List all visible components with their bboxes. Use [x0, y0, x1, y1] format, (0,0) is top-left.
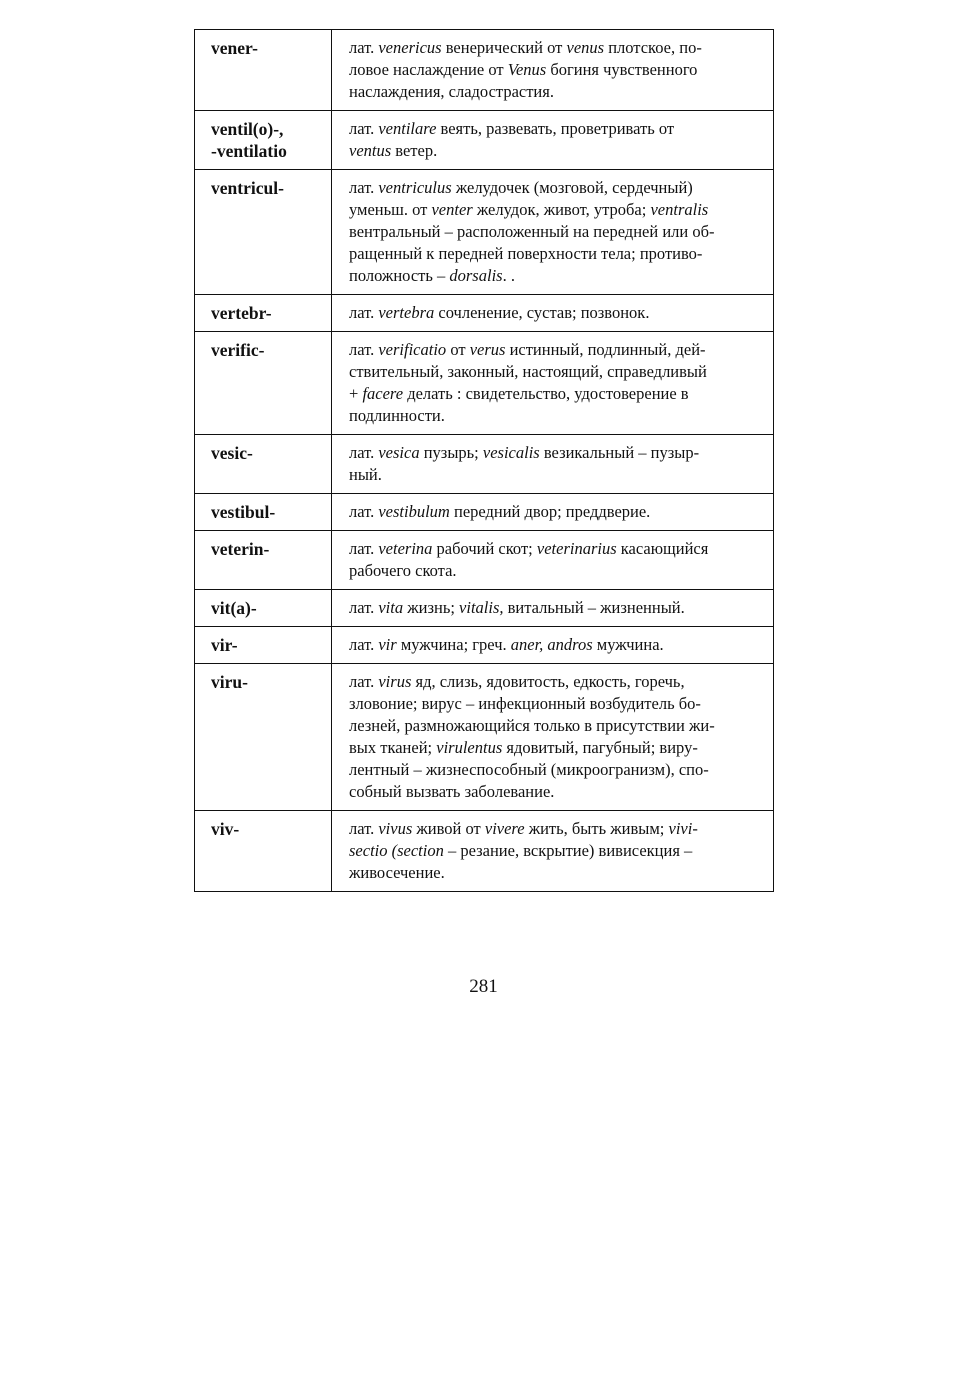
- table-row: [195, 30, 774, 111]
- term-cell: [195, 627, 332, 664]
- definition-text: лат.: [349, 635, 379, 654]
- table-row: [195, 295, 774, 332]
- latin-term: verus: [469, 340, 506, 359]
- definition-text: истинный, подлинный, дей-: [505, 340, 706, 359]
- latin-term: vesicalis: [482, 443, 540, 462]
- definition-text: жизнь;: [403, 598, 460, 617]
- definition-text: ствительный, законный, настоящий, справедливый: [349, 362, 707, 381]
- table-row: [195, 332, 774, 435]
- latin-term: veterinarius: [536, 539, 617, 558]
- latin-term: vestibulum: [378, 502, 450, 521]
- term-text: vit(a)-: [211, 598, 257, 618]
- definition-text: жить, быть живым;: [524, 819, 669, 838]
- latin-term: ventralis: [650, 200, 709, 219]
- latin-term: virus: [378, 672, 412, 691]
- latin-term: vesica: [378, 443, 420, 462]
- definition-text: уменьш. от: [349, 200, 432, 219]
- definition-text: от: [446, 340, 470, 359]
- definition-text: веять, развевать, проветривать от: [436, 119, 675, 138]
- definition-cell: [332, 30, 774, 111]
- definition-text: лентный – жизнеспособный (микроогранизм), спо-: [349, 760, 709, 779]
- term-cell: [195, 435, 332, 494]
- latin-term: dorsalis: [449, 266, 503, 285]
- definition-text: ловое наслаждение от: [349, 60, 508, 79]
- definition-text: +: [349, 384, 363, 403]
- definition-text: зловоние; вирус – инфекционный возбудитель бо-: [349, 694, 701, 713]
- definition-text: лат.: [349, 672, 379, 691]
- definition-text: лат.: [349, 178, 379, 197]
- latin-term: sectio (section: [349, 841, 444, 860]
- term-cell: [195, 494, 332, 531]
- definition-cell: [332, 664, 774, 811]
- definition-cell: [332, 332, 774, 435]
- definition-text: собный вызвать заболевание.: [349, 782, 555, 801]
- term-cell: [195, 590, 332, 627]
- term-cell: [195, 531, 332, 590]
- definition-text: лат.: [349, 340, 379, 359]
- definition-cell: [332, 627, 774, 664]
- definition-text: лат.: [349, 502, 379, 521]
- definition-text: мужчина; греч.: [396, 635, 511, 654]
- definition-text: ный.: [349, 465, 382, 484]
- definition-text: ядовитый, пагубный; виру-: [502, 738, 698, 757]
- term-text: vertebr-: [211, 303, 272, 323]
- latin-term: vivi-: [668, 819, 698, 838]
- term-cell: [195, 811, 332, 892]
- definition-text: везикальный – пузыр-: [539, 443, 700, 462]
- definition-text: ветер.: [391, 141, 438, 160]
- definition-text: лат.: [349, 38, 379, 57]
- table-row: [195, 435, 774, 494]
- definition-text: мужчина.: [592, 635, 664, 654]
- term-text: vir-: [211, 635, 238, 655]
- page-number: 281: [469, 976, 498, 997]
- definition-text: живой от: [412, 819, 485, 838]
- definition-cell: [332, 811, 774, 892]
- table-row: [195, 170, 774, 295]
- term-text: ventricul-: [211, 178, 284, 198]
- definition-text: наслаждения, сладострастия.: [349, 82, 554, 101]
- definition-text: богиня чувственного: [546, 60, 698, 79]
- latin-term: facere: [362, 384, 404, 403]
- latin-term: virulentus: [436, 738, 503, 757]
- definition-cell: [332, 295, 774, 332]
- term-text: ventil(o)-,: [211, 119, 284, 139]
- definition-text: сочленение, сустав; позвонок.: [434, 303, 650, 322]
- definition-text: вых тканей;: [349, 738, 437, 757]
- definition-cell: [332, 170, 774, 295]
- term-text: vestibul-: [211, 502, 276, 522]
- definition-text: лат.: [349, 303, 379, 322]
- definition-text: лат.: [349, 819, 379, 838]
- definition-text: лезней, размножающийся только в присутствии жи-: [349, 716, 715, 735]
- latin-term: vertebra: [378, 303, 435, 322]
- latin-term: verificatio: [378, 340, 447, 359]
- definition-text: положность –: [349, 266, 450, 285]
- definition-text: лат.: [349, 539, 379, 558]
- definition-text: рабочий скот;: [432, 539, 537, 558]
- latin-term: aner, andros: [510, 635, 593, 654]
- table-row: [195, 664, 774, 811]
- definition-text: пузырь;: [419, 443, 483, 462]
- term-cell: [195, 30, 332, 111]
- term-cell: [195, 111, 332, 170]
- latin-term: vir: [378, 635, 397, 654]
- table-row: [195, 494, 774, 531]
- definition-text: делать : свидетельство, удостоверение в: [403, 384, 689, 403]
- term-cell: [195, 332, 332, 435]
- definition-text: вентральный – расположенный на передней или об-: [349, 222, 715, 241]
- latin-term: vita: [378, 598, 404, 617]
- term-cell: [195, 295, 332, 332]
- table-row: [195, 590, 774, 627]
- definition-text: ращенный к передней поверхности тела; противо-: [349, 244, 703, 263]
- definition-cell: [332, 494, 774, 531]
- definition-cell: [332, 435, 774, 494]
- latin-term: vitalis,: [459, 598, 504, 617]
- table-row: [195, 531, 774, 590]
- definition-text: подлинности.: [349, 406, 445, 425]
- definition-text: витальный – жизненный.: [503, 598, 685, 617]
- definition-text: лат.: [349, 119, 379, 138]
- latin-term: Venus: [507, 60, 547, 79]
- definition-cell: [332, 111, 774, 170]
- definition-text: – резание, вскрытие) вивисекция –: [443, 841, 693, 860]
- latin-term: ventus: [349, 141, 392, 160]
- definition-text: живосечение.: [349, 863, 445, 882]
- definition-text: плотское, по-: [604, 38, 702, 57]
- term-cell: [195, 664, 332, 811]
- definition-text: рабочего скота.: [349, 561, 457, 580]
- glossary-table: [194, 29, 774, 892]
- term-text: viru-: [211, 672, 248, 692]
- table-row: [195, 811, 774, 892]
- definition-cell: [332, 590, 774, 627]
- definition-text: желудочек (мозговой, сердечный): [451, 178, 693, 197]
- latin-term: vivus: [378, 819, 413, 838]
- definition-text: яд, слизь, ядовитость, едкость, горечь,: [411, 672, 685, 691]
- definition-text: передний двор; преддверие.: [449, 502, 651, 521]
- table-row: [195, 627, 774, 664]
- latin-term: venus: [566, 38, 605, 57]
- glossary-body: [195, 30, 774, 892]
- table-row: [195, 111, 774, 170]
- term-text: vesic-: [211, 443, 253, 463]
- term-cell: [195, 170, 332, 295]
- definition-text: лат.: [349, 598, 379, 617]
- term-text: veterin-: [211, 539, 270, 559]
- latin-term: veterina: [378, 539, 433, 558]
- latin-term: venter: [431, 200, 473, 219]
- term-text: verific-: [211, 340, 265, 360]
- definition-text: желудок, живот, утроба;: [472, 200, 651, 219]
- latin-term: venericus: [378, 38, 442, 57]
- definition-text: касающийся: [616, 539, 709, 558]
- term-text: viv-: [211, 819, 240, 839]
- definition-text: лат.: [349, 443, 379, 462]
- latin-term: vivere: [484, 819, 525, 838]
- definition-text: . .: [502, 266, 515, 285]
- term-text: -ventilatio: [211, 141, 287, 161]
- definition-cell: [332, 531, 774, 590]
- latin-term: ventilare: [378, 119, 437, 138]
- latin-term: ventriculus: [378, 178, 452, 197]
- definition-text: венерический от: [441, 38, 567, 57]
- term-text: vener-: [211, 38, 258, 58]
